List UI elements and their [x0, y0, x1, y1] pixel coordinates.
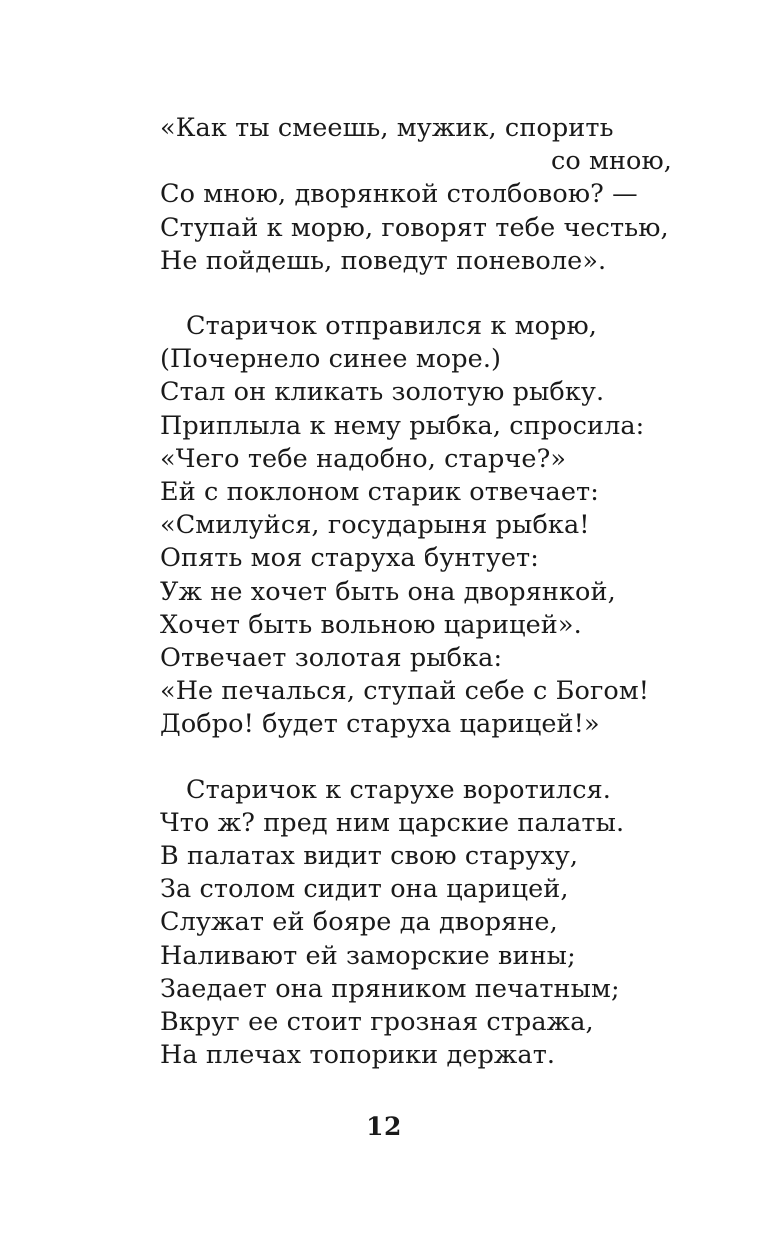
- poem-line: «Как ты смеешь, мужик, спорить: [160, 113, 614, 143]
- poem-line: Хочет быть вольною царицей».: [160, 609, 582, 640]
- poem-line: Что ж? пред ним царские палаты.: [160, 807, 625, 838]
- poem-line: Заедает она пряником печатным;: [160, 973, 620, 1004]
- poem-line: За столом сидит она царицей,: [160, 874, 569, 905]
- poem-line: Со мною, дворянкой столбовою? —: [160, 179, 638, 210]
- poem-line: Отвечает золотая рыбка:: [160, 643, 503, 674]
- stanza-2: [160, 310, 680, 742]
- poem-line: Старичок отправился к морю,: [186, 311, 597, 342]
- poem-line: Ступай к морю, говорят тебе честью,: [160, 212, 669, 243]
- poem-line-continuation: со мною,: [550, 146, 672, 177]
- poem-line: Приплыла к нему рыбка, спросила:: [160, 410, 645, 441]
- poem-line: Вкруг ее стоит грозная стража,: [160, 1007, 594, 1038]
- poem-line: Не пойдешь, поведут поневоле».: [160, 245, 607, 276]
- poem-line: Наливают ей заморские вины;: [160, 940, 576, 971]
- poem-line: «Не печалься, ступай себе с Богом!: [160, 676, 650, 707]
- poem-line: Служат ей бояре да дворяне,: [160, 907, 558, 938]
- poem-line: «Чего тебе надобно, старче?»: [160, 443, 567, 474]
- poem-line: Добро! будет старуха царицей!»: [160, 709, 600, 740]
- page-number: 12: [366, 1112, 402, 1141]
- poem-line: Старичок к старухе воротился.: [186, 774, 611, 805]
- stanza-3: [160, 774, 680, 1073]
- poem-line: Опять моя старуха бунтует:: [160, 543, 539, 574]
- poem-text: [160, 112, 680, 1104]
- poem-line: «Смилуйся, государыня рыбка!: [160, 510, 590, 541]
- poem-line: (Почернело синее море.): [160, 344, 502, 375]
- poem-line: Ей с поклоном старик отвечает:: [160, 477, 599, 508]
- stanza-1: [160, 112, 680, 278]
- poem-line: На плечах топорики держат.: [160, 1040, 556, 1071]
- poem-line: Уж не хочет быть она дворянкой,: [160, 576, 616, 607]
- poem-line: Стал он кликать золотую рыбку.: [160, 377, 605, 408]
- poem-line: В палатах видит свою старуху,: [160, 841, 579, 872]
